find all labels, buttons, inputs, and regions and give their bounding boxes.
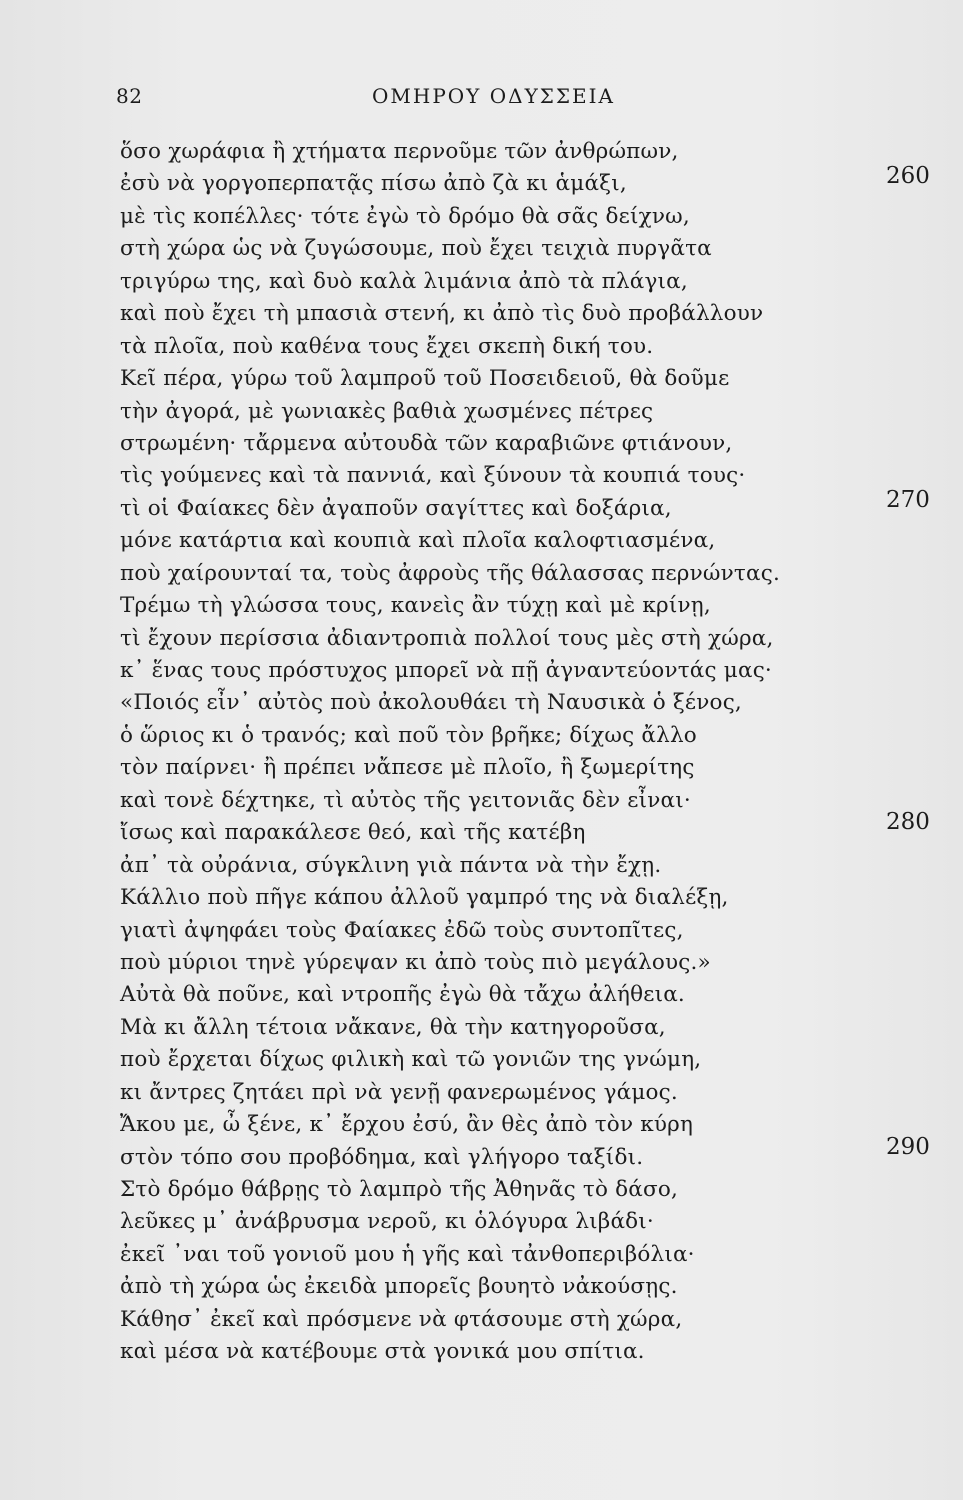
verse-line: κι ἄντρες ζητάει πρὶ νὰ γενῇ φανερωμένος γάμος. xyxy=(120,1079,678,1105)
verse-line: Κάθησ᾽ ἐκεῖ καὶ πρόσμενε νὰ φτάσουμε στὴ χώρα, xyxy=(120,1306,683,1332)
verse-line: στὸν τόπο σου προβόδημα, καὶ γλήγορο ταξίδι. xyxy=(120,1144,644,1170)
verse-line: ὁ ὥριος κι ὁ τρανός; καὶ ποῦ τὸν βρῆκε; δίχως ἄλλο xyxy=(120,722,697,748)
verse-line: κ᾽ ἕνας τους πρόστυχος μπορεῖ νὰ πῇ ἀγναντεύοντάς μας· xyxy=(120,658,772,683)
verse-line: μὲ τὶς κοπέλλες· τότε ἐγὼ τὸ δρόμο θὰ σᾶς δείχνω, xyxy=(120,203,690,229)
verse-line: Στὸ δρόμο θάβρῃς τὸ λαμπρὸ τῆς Ἀθηνᾶς τὸ δάσο, xyxy=(120,1177,679,1202)
verse-line: Ἄκου με, ὦ ξένε, κ᾽ ἔρχου ἐσύ, ἂν θὲς ἀπὸ τὸν κύρη xyxy=(120,1112,694,1138)
verse-line: τὰ πλοῖα, ποὺ καθένα τους ἔχει σκεπὴ δική του. xyxy=(120,333,654,359)
verse-line: τὸν παίρνει· ἢ πρέπει νἄπεσε μὲ πλοῖο, ἢ ξωμερίτης xyxy=(120,755,695,781)
verse-line: ἴσως καὶ παρακάλεσε θεό, καὶ τῆς κατέβη xyxy=(120,820,586,846)
verse-line: Αὐτὰ θὰ ποῦνε, καὶ ντροπῆς ἐγὼ θὰ τἄχω ἀλήθεια. xyxy=(120,982,685,1008)
page-number: 82 xyxy=(116,84,143,108)
verse-line: ποὺ χαίρουνταί τα, τοὺς ἀφροὺς τῆς θάλασσας περνώντας. xyxy=(120,560,780,586)
verse-line: καὶ ποὺ ἔχει τὴ μπασιὰ στενή, κι ἀπὸ τὶς δυὸ προβάλλουν xyxy=(120,301,764,327)
verse-line: τὶς γούμενες καὶ τὰ παννιά, καὶ ξύνουν τὰ κουπιά τους· xyxy=(120,463,746,489)
verse-line: «Ποιός εἶν᾽ αὐτὸς ποὺ ἀκολουθάει τὴ Ναυσικὰ ὁ ξένος, xyxy=(120,690,742,716)
verse-line: στρωμένη· τἄρμενα αὐτουδὰ τῶν καραβιῶνε φτιάνουν, xyxy=(120,430,733,456)
verse-line: λεῦκες μ᾽ ἀνάβρυσμα νεροῦ, κι ὁλόγυρα λιβάδι· xyxy=(120,1209,654,1235)
verse-line: τριγύρω της, καὶ δυὸ καλὰ λιμάνια ἀπὸ τὰ πλάγια, xyxy=(120,268,688,294)
verse-line: στὴ χώρα ὡς νὰ ζυγώσουμε, ποὺ ἔχει τειχιὰ πυργᾶτα xyxy=(120,236,712,262)
line-number-290: 290 xyxy=(886,1134,930,1160)
line-number-280: 280 xyxy=(886,809,930,835)
verse-line: Κεῖ πέρα, γύρω τοῦ λαμπροῦ τοῦ Ποσειδειοῦ, θὰ δοῦμε xyxy=(120,366,730,392)
verse-line: ὅσο χωράφια ἢ χτήματα περνοῦμε τῶν ἀνθρώπων, xyxy=(120,139,679,164)
verse-line: ποὺ μύριοι τηνὲ γύρεψαν κι ἀπὸ τοὺς πιὸ μεγάλους.» xyxy=(120,949,711,975)
poem-text xyxy=(120,136,880,1369)
verse-line: τὴν ἀγορά, μὲ γωνιακὲς βαθιὰ χωσμένες πέτρες xyxy=(120,398,654,424)
verse-line: τὶ ἔχουν περίσσια ἀδιαντροπιὰ πολλοί τους μὲς στὴ χώρα, xyxy=(120,625,774,651)
running-title: ΟΜΗΡΟΥ ΟΔΥΣΣΕΙΑ xyxy=(372,84,615,108)
verse-line: ἐκεῖ ᾽ναι τοῦ γονιοῦ μου ἡ γῆς καὶ τἀνθοπεριβόλια· xyxy=(120,1241,695,1267)
verse-line: ποὺ ἔρχεται δίχως φιλικὴ καὶ τῶ γονιῶν της γνώμη, xyxy=(120,1047,702,1073)
verse-line: μόνε κατάρτια καὶ κουπιὰ καὶ πλοῖα καλοφτιασμένα, xyxy=(120,528,716,554)
line-number-260: 260 xyxy=(886,163,930,189)
verse-line: Τρέμω τὴ γλώσσα τους, κανεὶς ἂν τύχῃ καὶ μὲ κρίνῃ, xyxy=(120,593,711,619)
verse-line: Μὰ κι ἄλλη τέτοια νἄκανε, θὰ τὴν κατηγοροῦσα, xyxy=(120,1014,666,1040)
verse-line: ἀπ᾽ τὰ οὐράνια, σύγκλινη γιὰ πάντα νὰ τὴν ἔχῃ. xyxy=(120,852,662,878)
verse-line: ἀπὸ τὴ χώρα ὡς ἐκειδὰ μπορεῖς βουητὸ νἀκούσῃς. xyxy=(120,1274,678,1300)
verse-line: ἐσὺ νὰ γοργοπερπατᾷς πίσω ἀπὸ ζὰ κι ἁμάξι, xyxy=(120,171,627,197)
verse-line: καὶ τονὲ δέχτηκε, τὶ αὐτὸς τῆς γειτονιᾶς δὲν εἶναι· xyxy=(120,787,691,813)
verse-line: Κάλλιο ποὺ πῆγε κάπου ἀλλοῦ γαμπρό της νὰ διαλέξῃ, xyxy=(120,885,729,911)
verse-line: τὶ οἱ Φαίακες δὲν ἀγαποῦν σαγίττες καὶ δοξάρια, xyxy=(120,495,672,521)
line-number-270: 270 xyxy=(886,487,930,513)
verse-line: γιατὶ ἀψηφάει τοὺς Φαίακες ἐδῶ τοὺς συντοπῖτες, xyxy=(120,917,684,943)
verse-line: καὶ μέσα νὰ κατέβουμε στὰ γονικά μου σπίτια. xyxy=(120,1339,645,1365)
